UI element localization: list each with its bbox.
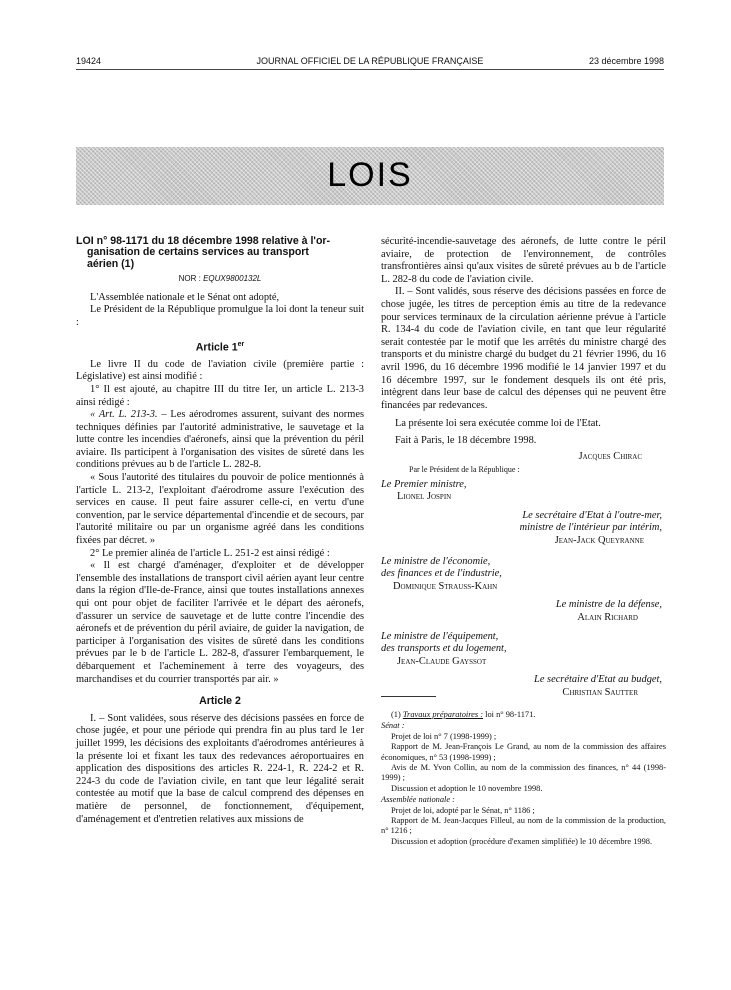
- article-2-heading: Article 2: [199, 695, 241, 708]
- article-paragraph: I. – Sont validées, sous réserve des décisions passées en force de chose jugée, et pour une période qui prendra fin au plus tard le 1er juillet 1999, les décisions des exploitants d'aérodromes antérieures à la présente loi et fixant les taux des redevances aéroportuaires en application des dispositions des articles R. 224-1, R. 224-2 et R. 224-3 du code de l'aviation civile, en tant que leur légalité serait contestée au motif que la base de calcul comprend des dépenses en matière de personnel, de fonctionnement, d'équipement, d'aménagement et d'entretien relatives aux missions de: [76, 712, 364, 825]
- article-paragraph: « Art. L. 213-3. – Les aérodromes assurent, suivant des normes techniques définies par l'autorité administrative, le sauvetage et la lutte contre les incendies d'aéronefs, ainsi que la prévention du péril aviaire. Ils participent à l'organisation des visites de sûreté dans les conditions prévues au b de l'article L. 282-8.: [76, 409, 364, 471]
- intro-paragraph: L'Assemblée nationale et le Sénat ont adopté,: [90, 291, 280, 303]
- outremer-name: Jean-Jack Queyranne: [554, 535, 644, 547]
- execution-clause: La présente loi sera exécutée comme loi de l'Etat.: [395, 418, 601, 430]
- budget-name: Christian Sautter: [562, 687, 638, 698]
- right-column: [381, 236, 666, 700]
- footnote-item: Rapport de M. Jean-Jacques Filleul, au nom de la commission de la production, n° 1216 ;: [381, 816, 666, 836]
- budget-title: Le secrétaire d'Etat au budget,: [534, 674, 662, 686]
- footnote-item: Discussion et adoption (procédure d'examen simplifiée) le 10 décembre 1998.: [391, 836, 653, 846]
- page-number: 19424: [76, 56, 102, 66]
- page-header: [76, 56, 664, 70]
- intro-paragraph: Le Président de la République promulgue la loi dont la teneur suit :: [76, 304, 364, 328]
- footnote-heading-an: Assemblée nationale :: [381, 795, 455, 805]
- equip-name: Jean-Claude Gayssot: [397, 655, 487, 667]
- eco-title: Le ministre de l'économie, des finances et de l'industrie,: [381, 555, 502, 580]
- journal-title: JOURNAL OFFICIEL DE LA RÉPUBLIQUE FRANÇAISE: [256, 56, 484, 66]
- pm-name: Lionel Jospin: [397, 491, 452, 503]
- article-paragraph: 1° Il est ajouté, au chapitre III du titre Ier, un article L. 213-3 ainsi rédigé :: [76, 383, 364, 408]
- footnote-heading-senat: Sénat :: [381, 721, 405, 731]
- header-rule: [76, 69, 664, 70]
- pm-title: Le Premier ministre,: [381, 478, 467, 490]
- outremer-title: Le secrétaire d'Etat à l'outre-mer, ministre de l'intérieur par intérim,: [519, 509, 662, 534]
- defense-name: Alain Richard: [577, 612, 638, 624]
- article-1-heading: Article 1er: [195, 340, 245, 354]
- by-president: Par le Président de la République :: [409, 465, 520, 475]
- section-banner: [76, 147, 664, 205]
- article-paragraph: « Il est chargé d'aménager, d'exploiter et de développer l'ensemble des installations de transport civil aérien ayant leur centre dans la région d'Ile-de-France, ainsi que toutes installations annexes qui ont pour objet de faciliter l'arrivée et le départ des aéronefs, d'assurer un service de sauvetage et de lutte contre l'incendie des aéronefs et de prévention du péril aviaire, de guider la navigation, de participer à l'organisation des visites de sûreté dans les conditions prévues par le b de l'article L. 282-8, d'assurer l'embarquement, le débarquement et l'acheminement à terre des voyageurs, des marchandises et du courrier transportés par air. »: [76, 560, 364, 685]
- signatures: [381, 451, 666, 700]
- article-paragraph: 2° Le premier alinéa de l'article L. 251-2 est ainsi rédigé :: [90, 547, 330, 559]
- issue-date: 23 décembre 1998: [588, 56, 664, 66]
- law-title: LOI n° 98-1171 du 18 décembre 1998 relative à l'or- ganisation de certains services au transport aérien (1): [76, 235, 331, 270]
- article-paragraph: Le livre II du code de l'aviation civile (première partie : Législative) est ainsi modifié :: [76, 358, 364, 383]
- article-paragraph: « Sous l'autorité des titulaires du pouvoir de police mentionnés à l'article L. 213-2, l'exploitant d'aérodrome assure l'exécution des services en cause. Il peut faire assurer celle-ci, en vertu d'une convention, par le service départemental d'incendie et de secours, par l'autorité militaire ou par un organisme agréé dans les conditions fixées par décret. »: [76, 472, 364, 547]
- eco-name: Dominique Strauss-Kahn: [393, 580, 498, 592]
- article-2-continuation: sécurité-incendie-sauvetage des aéronefs, de lutte contre le péril aviaire, de protection de l'environnement, de contrôles transfrontières ainsi qu'aux visites de sûreté prévues au b de l'article L. 282-8 du code de l'aviation civile.: [381, 236, 666, 285]
- footnote-item: Discussion et adoption le 10 novembre 1998.: [391, 783, 543, 793]
- footnote: (1) Travaux préparatoires : loi n° 98-1171.: [391, 710, 536, 719]
- left-column: [76, 236, 364, 826]
- article-paragraph: II. – Sont validés, sous réserve des décisions passées en force de chose jugée, les titres de perception émis au titre de la redevance pour services terminaux de la circulation aérienne prévue à l'article R. 134-4 du code de l'aviation civile, en tant que leur régularité serait contestée par le motif que les arrêtés du ministre chargé des transports et du ministre chargé du budget du 21 février 1996, du 16 avril 1996, du 16 décembre 1996 modifié le 14 janvier 1997 et du 16 décembre 1997, sur le fondement desquels ils ont été pris, intègrent dans leur base de calcul des dépenses qui ne peuvent être financées par redevances.: [381, 286, 666, 411]
- footnote-item: Projet de loi, adopté par le Sénat, n° 1186 ;: [391, 805, 535, 815]
- footnotes: [381, 710, 666, 847]
- defense-title: Le ministre de la défense,: [555, 599, 662, 611]
- footnote-item: Projet de loi n° 7 (1998-1999) ;: [391, 731, 497, 741]
- signature-president: Jacques Chirac: [578, 450, 642, 462]
- equip-title: Le ministre de l'équipement, des transports et du logement,: [381, 630, 507, 655]
- place-date: Fait à Paris, le 18 décembre 1998.: [395, 434, 537, 446]
- footnote-item: Rapport de M. Jean-François Le Grand, au nom de la commission des affaires économiques, n° 53 (1998-1999) ;: [381, 742, 666, 762]
- nor-reference: NOR : EQUX9800132L: [178, 274, 262, 284]
- footnote-rule: [381, 696, 436, 697]
- section-title: LOIS: [327, 156, 413, 194]
- footnote-item: Avis de M. Yvon Collin, au nom de la commission des finances, n° 44 (1998-1999) ;: [381, 763, 666, 783]
